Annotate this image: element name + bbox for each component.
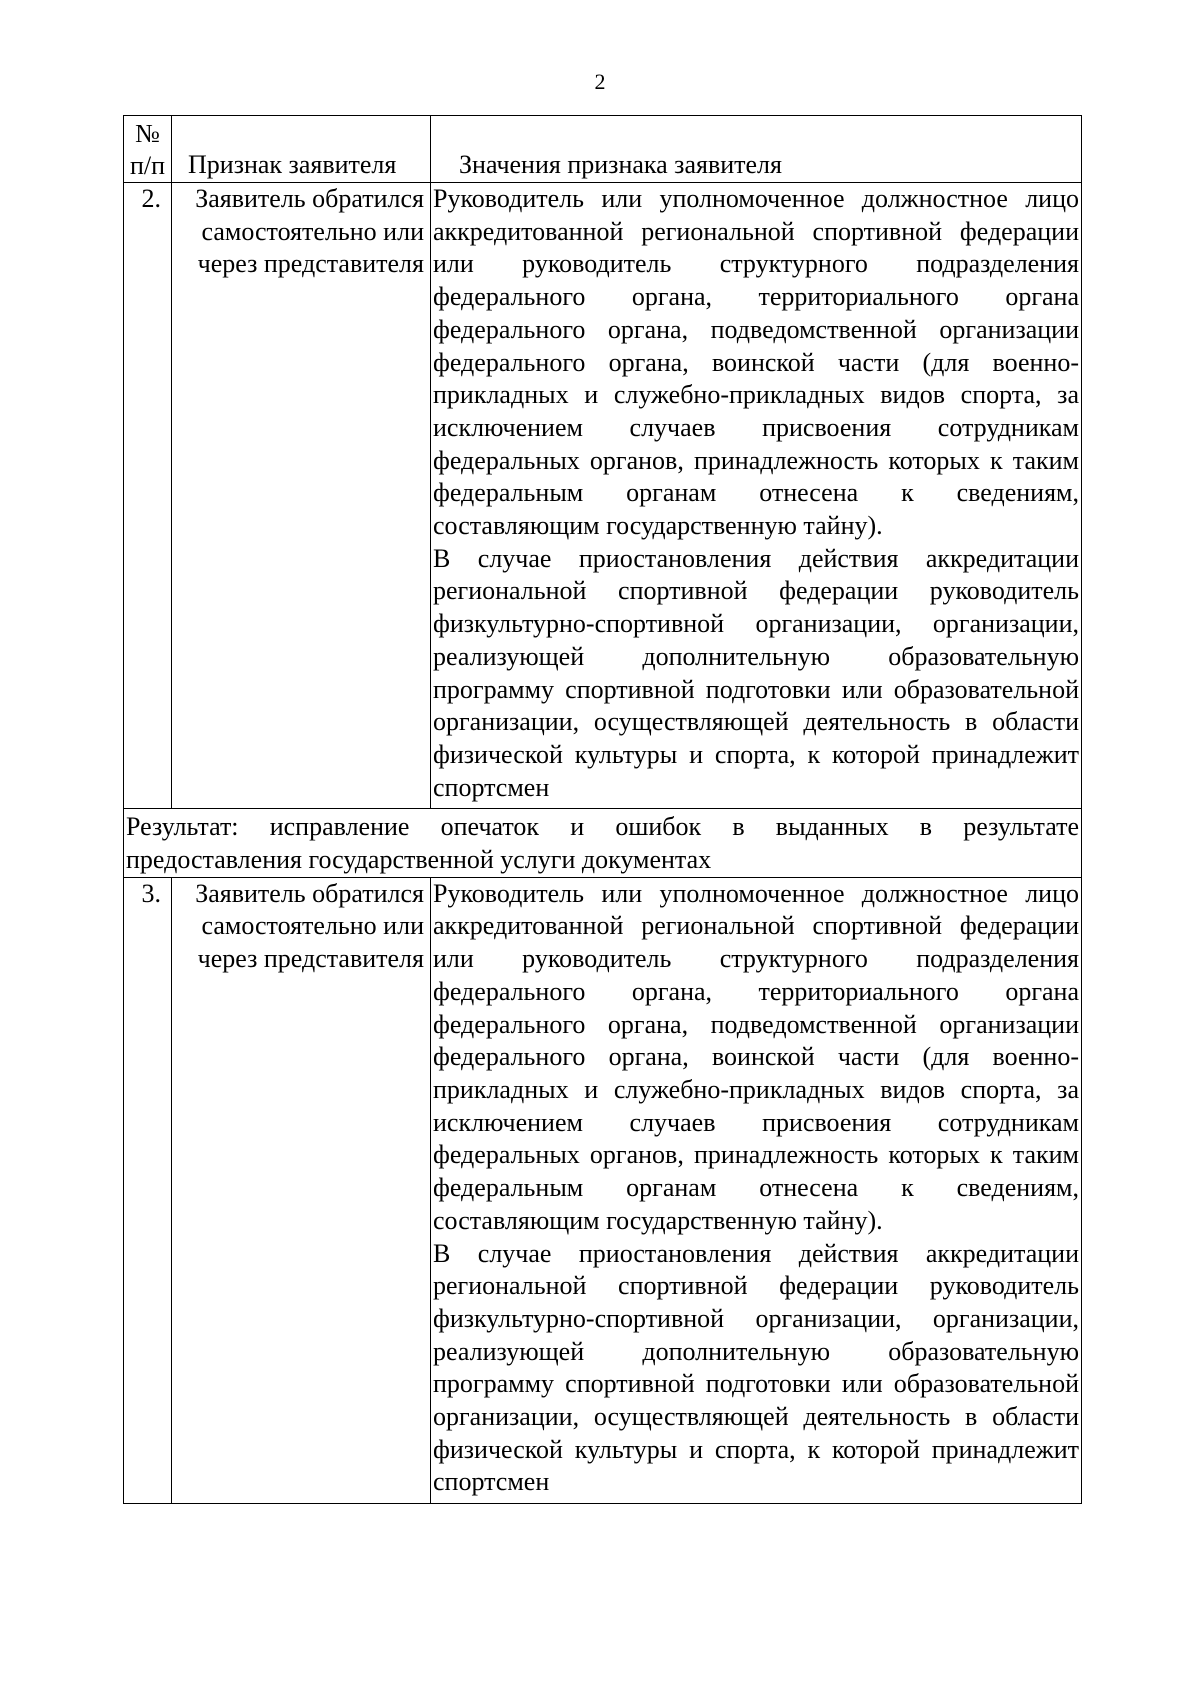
value-paragraph: Руководитель или уполномоченное должностное лицо аккредитованной региональной спортивной федерации или руководитель структурного подразделения федерального органа, территориального органа федерального органа, подведомственной организации федерального органа, воинской части (для военно-прикладных и служебно-прикладных видов спорта, за исключением случаев присвоения сотрудникам федеральных органов, принадлежность которых к таким федеральным органам отнесена к сведениям, составляющим государственную тайну).: [433, 184, 1079, 541]
row-number: 3.: [124, 877, 172, 1503]
attribute-cell: [172, 877, 431, 1503]
attribute-line: через представителя: [197, 249, 424, 279]
value-paragraph: В случае приостановления действия аккредитации региональной спортивной федерации руководитель физкультурно-спортивной организации, организации, реализующей дополнительную образовательную программу спортивной подготовки или образовательной организации, осуществляющей деятельность в области физической культуры и спорта, к которой принадлежит спортсмен: [433, 1238, 1079, 1497]
header-values: Значения признака заявителя: [431, 116, 1082, 183]
table-row-2: [124, 183, 1082, 809]
attribute-line: Заявитель обратился: [195, 878, 424, 908]
attribute-line: Заявитель обратился: [195, 184, 424, 213]
header-number-abbr: п/п: [129, 151, 166, 180]
header-number-sign: №: [135, 119, 160, 148]
header-attribute: Признак заявителя: [172, 116, 431, 183]
table-row-3: [124, 877, 1082, 1503]
row-number: 2.: [124, 183, 172, 809]
value-paragraph: Руководитель или уполномоченное должностное лицо аккредитованной региональной спортивной федерации или руководитель структурного подразделения федерального органа, территориального органа федерального органа, подведомственной организации федерального органа, воинской части (для военно-прикладных и служебно-прикладных видов спорта, за исключением случаев присвоения сотрудникам федеральных органов, принадлежность которых к таким федеральным органам отнесена к сведениям, составляющим государственную тайну).: [433, 878, 1079, 1235]
attribute-line: самостоятельно или: [201, 216, 424, 246]
attribute-cell: [172, 183, 431, 809]
result-cell: [124, 809, 1082, 877]
result-row: [124, 809, 1082, 877]
attribute-line: через представителя: [197, 944, 424, 974]
value-cell: [431, 877, 1082, 1503]
applicant-attributes-table: [123, 115, 1082, 1504]
header-number: [124, 116, 172, 183]
page-number: 2: [594, 69, 606, 94]
value-cell: [431, 183, 1082, 809]
attribute-line: самостоятельно или: [201, 911, 424, 941]
value-paragraph: В случае приостановления действия аккредитации региональной спортивной федерации руководитель физкультурно-спортивной организации, организации, реализующей дополнительную образовательную программу спортивной подготовки или образовательной организации, осуществляющей деятельность в области физической культуры и спорта, к которой принадлежит спортсмен: [433, 543, 1079, 802]
result-line: Результат: исправление опечаток и ошибок в выданных в результате: [126, 812, 1079, 842]
table-header-row: [124, 116, 1082, 183]
result-line: предоставления государственной услуги документах: [126, 845, 712, 875]
